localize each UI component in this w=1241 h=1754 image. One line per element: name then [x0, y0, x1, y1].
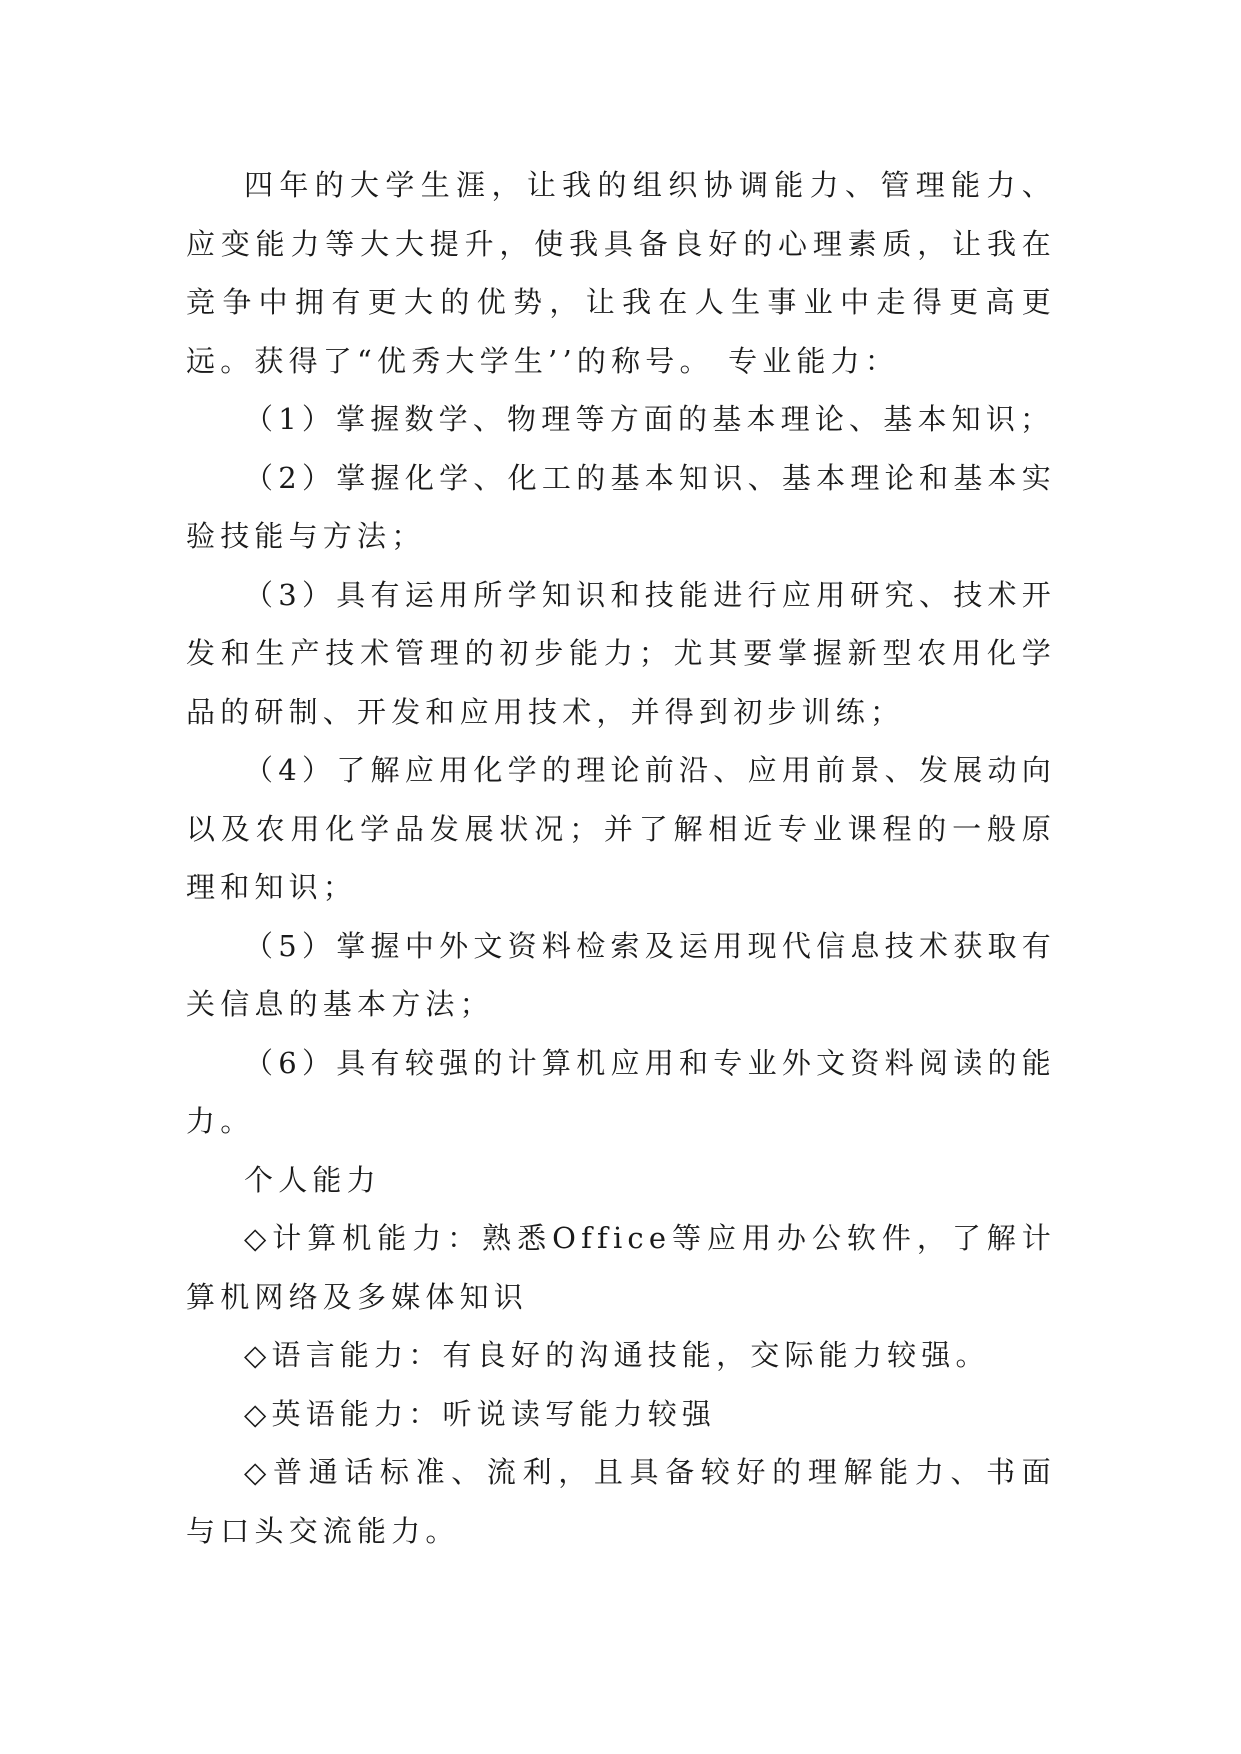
paragraph-intro: 四年的大学生涯，让我的组织协调能力、管理能力、应变能力等大大提升，使我具备良好的心理素质，让我在竞争中拥有更大的优势，让我在人生事业中走得更高更远。获得了“优秀大学生’’的称号。 专业能力： [186, 168, 1056, 378]
paragraph-computer-ability: ◇计算机能力：熟悉Office等应用办公软件，了解计算机网络及多媒体知识 [186, 1221, 1056, 1314]
paragraph-skill-1: （1）掌握数学、物理等方面的基本理论、基本知识； [244, 402, 1055, 436]
paragraph-skill-4: （4）了解应用化学的理论前沿、应用前景、发展动向以及农用化学品发展状况；并了解相近专业课程的一般原理和知识； [186, 753, 1056, 904]
paragraph-skill-5: （5）掌握中外文资料检索及运用现代信息技术获取有关信息的基本方法； [186, 928, 1056, 1021]
paragraph-english-ability: ◇英语能力：听说读写能力较强 [244, 1396, 717, 1431]
paragraph-language-ability: ◇语言能力：有良好的沟通技能，交际能力较强。 [244, 1338, 990, 1372]
section-heading-personal-ability: 个人能力 [244, 1162, 381, 1197]
paragraph-skill-6: （6）具有较强的计算机应用和专业外文资料阅读的能力。 [186, 1045, 1056, 1138]
document-body [186, 156, 1056, 1560]
paragraph-skill-2: （2）掌握化学、化工的基本知识、基本理论和基本实验技能与方法； [186, 460, 1056, 553]
paragraph-skill-3: （3）具有运用所学知识和技能进行应用研究、技术开发和生产技术管理的初步能力；尤其要掌握新型农用化学品的研制、开发和应用技术，并得到初步训练； [186, 577, 1056, 729]
paragraph-mandarin-ability: ◇普通话标准、流利，且具备较好的理解能力、书面与口头交流能力。 [186, 1455, 1056, 1548]
